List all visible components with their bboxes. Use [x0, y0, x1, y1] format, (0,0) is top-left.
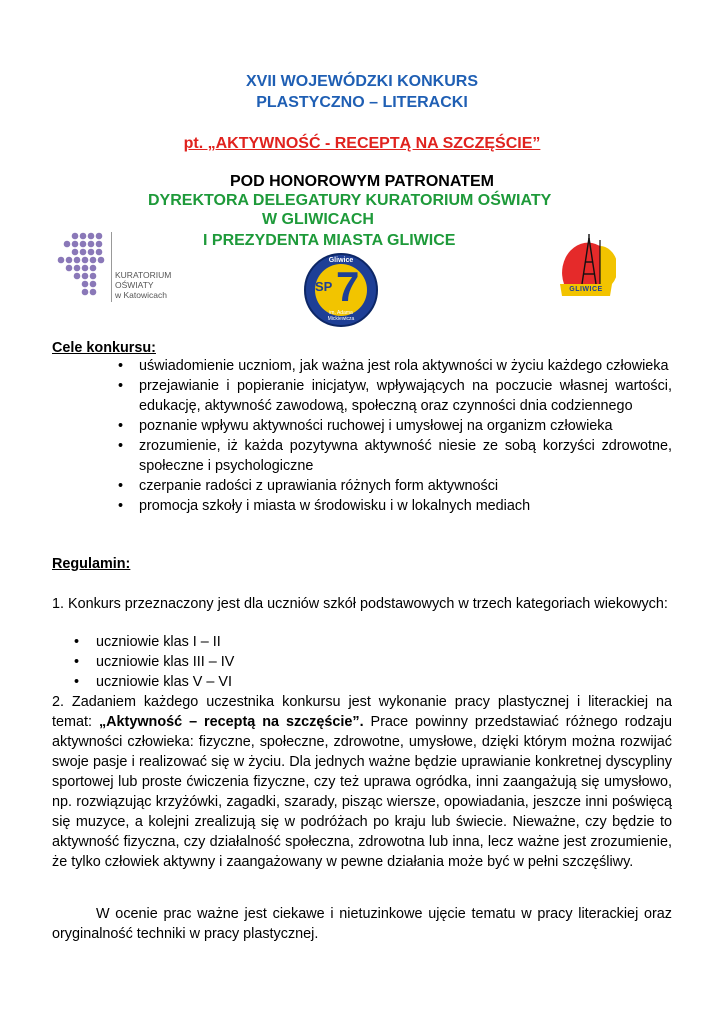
goals-heading: Cele konkursu:: [52, 340, 156, 356]
goal-item: • poznanie wpływu aktywności ruchowej i umysłowej na organizm człowieka: [118, 416, 672, 436]
age-categories-list: [74, 632, 672, 692]
title-line-2: PLASTYCZNO – LITERACKI: [256, 94, 468, 111]
contest-subtitle: pt. „AKTYWNOŚĆ - RECEPTĄ NA SZCZĘŚCIE”: [183, 135, 541, 152]
kuratorium-logo: [55, 230, 185, 306]
rules-paragraph-3: W ocenie prac ważne jest ciekawe i nietuzinkowe ujęcie tematu w pracy literackiej oraz oryginalność techniki w pracy plastycznej.: [52, 906, 672, 942]
p2-rest: Prace powinny przedstawiać różnego rodzaju aktywności człowieka: fizyczne, społeczne, zdrowotne, umysłowe, dzięki którym można rozwijać swoje pasje i realizować się w życiu. Dla jednych ważne będzie uprawianie konkretnej dyscypliny sportowej lub proste ćwiczenia fizyczne, czy też uprawa ogródka, inni zaangażują się umysłowo, np. rozwiązując krzyżówki, zagadki, szarady, pisząc wiersze, opowiadania, jeszcze inni poświęcą się muzyce, a kolejni zrealizują się w podróżach po kraju lub świecie. Nieważne, czy będzie to aktywność fizyczna, czy działalność społeczna, zdrowotna lub inna, lecz ważne jest zrozumienie, że tylko człowiek aktywny i zaangażowany w pewne działania może być w pełni szczęśliwy.: [52, 714, 672, 870]
logo-divider: [111, 232, 112, 302]
kuratorium-line-2: OŚWIATY: [115, 280, 154, 290]
dots-emblem-icon: [55, 230, 115, 302]
school-number: 7: [336, 263, 360, 310]
kuratorium-text: [115, 270, 171, 300]
patron-line-1: DYREKTORA DELEGATURY KURATORIUM OŚWIATY: [148, 192, 552, 209]
category-item: • uczniowie klas V – VI: [74, 672, 672, 692]
city-logo-text: GLIWICE: [569, 286, 603, 293]
kuratorium-line-3: w Katowicach: [115, 290, 167, 300]
rules-heading: Regulamin:: [52, 556, 131, 572]
rules-paragraph-2: [52, 692, 672, 872]
school-patron-line-1: im. Adama: [329, 310, 353, 316]
category-item: • uczniowie klas III – IV: [74, 652, 672, 672]
goal-item: • czerpanie radości z uprawiania różnych form aktywności: [118, 476, 672, 496]
school-patron-line-2: Mickiewicza: [327, 316, 355, 322]
title-line-1: XVII WOJEWÓDZKI KONKURS: [245, 73, 478, 90]
goal-item: • przejawianie i popieranie inicjatyw, wpływających na poczucie własnej wartości, edukację, aktywność zawodową, społeczną oraz czynności dnia codziennego: [118, 376, 672, 416]
patronage-heading: POD HONOROWYM PATRONATEM: [230, 173, 494, 190]
goal-item: • zrozumienie, iż każda pozytywna aktywność niesie ze sobą korzyści zdrowotne, społeczne i psychologiczne: [118, 436, 672, 476]
goals-list: [118, 356, 672, 516]
school-sp7-logo: [303, 252, 379, 328]
school-patron: [303, 310, 379, 322]
school-city: Gliwice: [328, 257, 354, 264]
goal-item: • uświadomienie uczniom, jak ważna jest rola aktywności w życiu każdego człowieka: [118, 356, 672, 376]
patron-line-3: I PREZYDENTA MIASTA GLIWICE: [203, 232, 456, 249]
kuratorium-line-1: KURATORIUM: [115, 270, 172, 280]
patron-line-2: W GLIWICACH: [262, 211, 374, 228]
goal-item: • promocja szkoły i miasta w środowisku i w lokalnych mediach: [118, 496, 672, 516]
p2-topic: „Aktywność – receptą na szczęście”.: [98, 714, 364, 730]
p2-start: 2. Zadaniem każdego uczestnika konkursu jest wykonanie pracy plastycznej i literackiej na temat:: [52, 694, 672, 730]
gliwice-city-logo: [556, 234, 616, 302]
school-sp: SP: [315, 279, 333, 294]
category-item: • uczniowie klas I – II: [74, 632, 672, 652]
rules-paragraph-1: 1. Konkurs przeznaczony jest dla uczniów szkół podstawowych w trzech kategoriach wiekowych:: [52, 596, 668, 612]
